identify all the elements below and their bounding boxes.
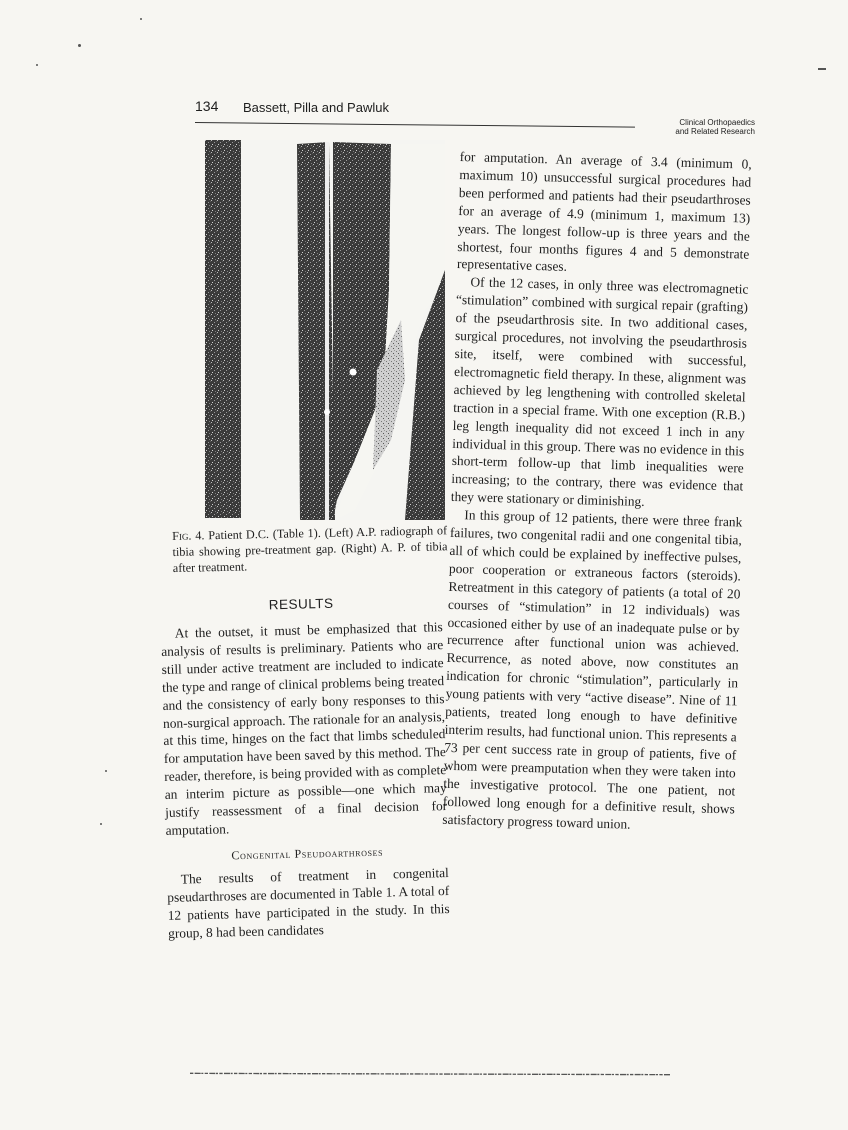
caption-text: Patient D.C. (Table 1). (Left) A.P. radiograph of tibia showing pre-treatment gap. (Right) A. P. of tibia after treatment. xyxy=(172,523,448,575)
radiograph-figure xyxy=(205,140,445,520)
left-column xyxy=(160,593,450,942)
radiograph-image xyxy=(205,140,445,520)
congenital-pseudoarthroses-heading: Congenital Pseudoarthroses xyxy=(231,844,384,863)
running-authors: Bassett, Pilla and Pawluk xyxy=(243,100,389,115)
scan-speck xyxy=(140,18,142,20)
right-radiograph xyxy=(297,142,445,520)
journal-name xyxy=(635,118,755,136)
left-radiograph xyxy=(205,140,241,518)
scan-speck xyxy=(818,68,826,70)
page-header xyxy=(195,98,755,138)
right-paragraph-3: In this group of 12 patients, there were three frank failures, two congenital radii and one congenital tibia, all of which could be explained by ineffective pulses, poor cooperation or extraneous factors (steroids). Retreatment in this category of patients (a total of 20 courses of “stimulation” in 12 individuals) was occasioned either by use of an inadequate pulse or by recurrence after functional union was achieved. Recurrence, as noted above, now constitutes an indication for chronic “stimulation”, particularly in young patients with very “active disease”. Nine of 11 patients, treated long enough to have definitive interim results, had functional union. This represents a 73 per cent success rate in group of patients, five of whom were preamputation when they were taken into the investigative protocol. The one patient, not followed long enough for a definitive result, shows satisfactory progress toward union. xyxy=(442,507,743,832)
results-heading: RESULTS xyxy=(268,595,334,613)
caption-label: Fig. 4. xyxy=(172,528,205,543)
scan-speck xyxy=(78,44,81,47)
congenital-paragraph: The results of treatment in congenital pseudarthroses are documented in Table 1. A total of 12 patients have participated in the study. In this group, 8 had been candidates xyxy=(167,864,450,941)
scan-speck xyxy=(100,823,102,825)
page-number: 134 xyxy=(195,98,219,114)
scan-speck xyxy=(36,64,38,66)
right-column xyxy=(442,148,752,836)
journal-line-2: and Related Research xyxy=(675,127,755,136)
header-rule xyxy=(195,122,635,128)
right-paragraph-1: for amputation. An average of 3.4 (minimum 0, maximum 10) unsuccessful surgical procedures had been performed and patients had their pseudarthroses for an average of 4.9 (minimum 1, maximum 13) years. The longest follow-up is three years and the shortest, four months figures 4 and 5 demonstrate representative cases. xyxy=(456,148,752,275)
right-paragraph-2: Of the 12 cases, in only three was electromagnetic “stimulation” combined with surgical repair (grafting) of the pseudarthrosis site. In two additional cases, surgical procedures, not involving the pseudarthrosis site, itself, were combined with successful, electromagnetic field therapy. In these, alignment was achieved by leg lengthening with controlled skeletal traction in a special frame. With one exception (R.B.) leg length inequality did not exceed 1 inch in any individual in this group. There was no evidence in this short-term follow-up that limb inequalities were increasing; to the contrary, there was evidence that they were stationary or diminishing. xyxy=(450,274,749,510)
figure-caption xyxy=(172,522,448,576)
scan-speck xyxy=(105,770,107,772)
scan-edge-streak xyxy=(70,1072,790,1076)
results-paragraph: At the outset, it must be emphasized that this analysis of results is preliminary. Patients who are still under active treatment are included to indicate the type and range of clinical problems being treated and the consistency of early bony responses to this non-surgical approach. The rationale for an analysis, at this time, hinges on the fact that limbs scheduled for amputation have been saved by this method. The reader, therefore, is being provided with as complete an interim picture as possible—one which may justify reassessment of a final decision for amputation. xyxy=(161,619,448,838)
journal-line-1: Clinical Orthopaedics xyxy=(679,118,755,127)
